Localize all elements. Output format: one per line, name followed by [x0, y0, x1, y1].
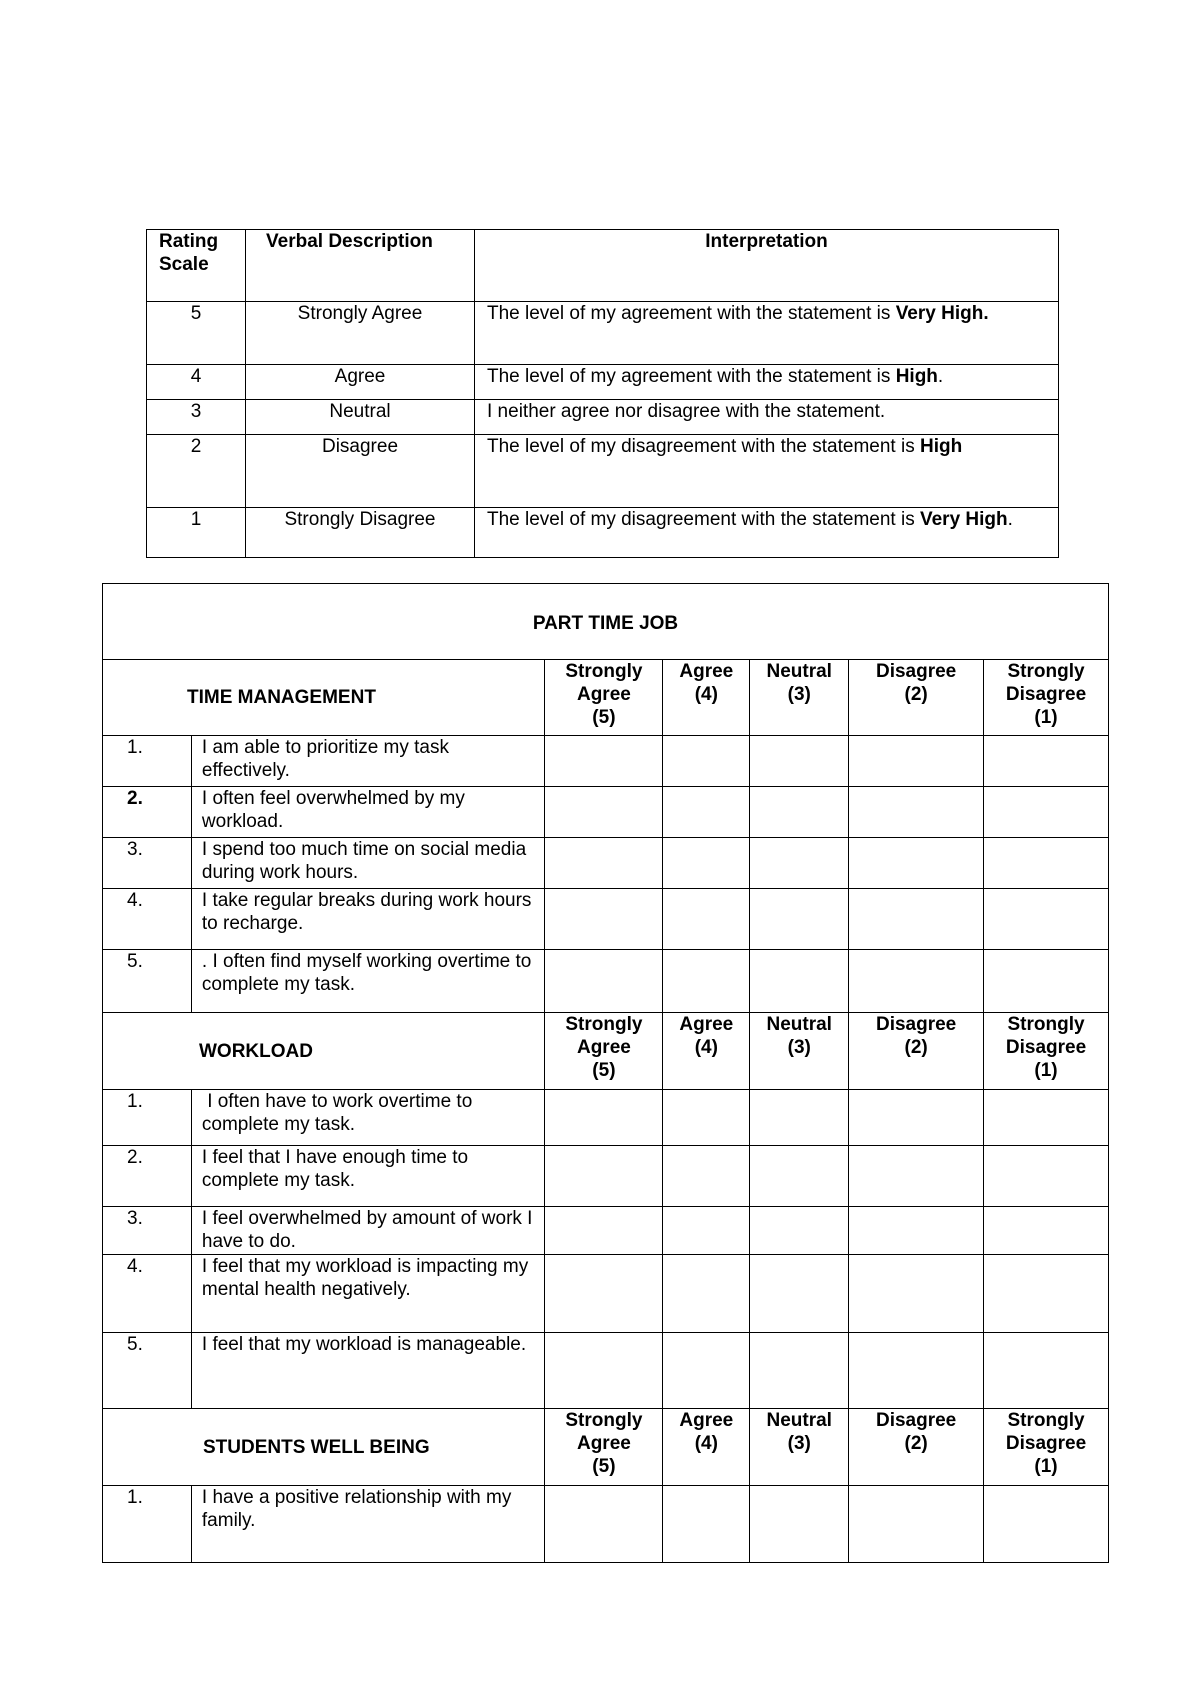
survey-item-row [103, 787, 1109, 838]
response-cell[interactable] [984, 889, 1109, 950]
section-header-row [103, 660, 1109, 736]
response-cell[interactable] [750, 889, 849, 950]
response-cell[interactable] [750, 787, 849, 838]
rating-description: Strongly Disagree [246, 508, 475, 558]
item-statement: I am able to prioritize my task effectively. [191, 736, 545, 787]
survey-item-row [103, 1146, 1109, 1207]
rating-row [147, 435, 1059, 508]
item-statement: I spend too much time on social media during work hours. [191, 838, 545, 889]
survey-item-row [103, 1333, 1109, 1409]
response-cell[interactable] [984, 787, 1109, 838]
response-cell[interactable] [750, 1207, 849, 1255]
response-cell[interactable] [545, 1486, 663, 1563]
response-cell[interactable] [750, 736, 849, 787]
rating-description: Disagree [246, 435, 475, 508]
scale-agree-header: Agree (4) [663, 1013, 750, 1090]
item-number: 2. [103, 1146, 192, 1207]
rating-interpretation: The level of my disagreement with the statement is Very High. [475, 508, 1059, 558]
scale-strongly-agree-header: Strongly Agree (5) [545, 1013, 663, 1090]
response-cell[interactable] [663, 787, 750, 838]
rating-description: Agree [246, 365, 475, 400]
response-cell[interactable] [750, 1146, 849, 1207]
item-statement: . I often find myself working overtime to complete my task. [191, 950, 545, 1013]
section-header-row [103, 1013, 1109, 1090]
rating-table-header-row [147, 230, 1059, 302]
survey-item-row [103, 1090, 1109, 1146]
rating-value: 3 [147, 400, 246, 435]
scale-neutral-header: Neutral (3) [750, 1409, 849, 1486]
scale-agree-header: Agree (4) [663, 660, 750, 736]
section-title-time-management: TIME MANAGEMENT [103, 660, 545, 736]
rating-row [147, 302, 1059, 365]
interpretation-header: Interpretation [475, 230, 1059, 302]
section-title-students-well-being: STUDENTS WELL BEING [103, 1409, 545, 1486]
item-number: 5. [103, 950, 192, 1013]
rating-row [147, 365, 1059, 400]
item-number: 4. [103, 889, 192, 950]
response-cell[interactable] [545, 838, 663, 889]
response-cell[interactable] [849, 1207, 984, 1255]
item-statement: I feel that my workload is impacting my mental health negatively. [191, 1255, 545, 1333]
rating-row [147, 400, 1059, 435]
response-cell[interactable] [849, 736, 984, 787]
rating-value: 2 [147, 435, 246, 508]
response-cell[interactable] [663, 1207, 750, 1255]
response-cell[interactable] [750, 1333, 849, 1409]
section-title-workload: WORKLOAD [103, 1013, 545, 1090]
rating-header-line1: Rating [159, 231, 219, 252]
item-statement: I often feel overwhelmed by my workload. [191, 787, 545, 838]
rating-description: Strongly Agree [246, 302, 475, 365]
survey-item-row [103, 736, 1109, 787]
scale-strongly-disagree-header: Strongly Disagree (1) [984, 1409, 1109, 1486]
response-cell[interactable] [545, 1255, 663, 1333]
item-number: 3. [103, 1207, 192, 1255]
response-cell[interactable] [663, 838, 750, 889]
response-cell[interactable] [545, 787, 663, 838]
item-statement: I have a positive relationship with my family. [191, 1486, 545, 1563]
response-cell[interactable] [545, 1207, 663, 1255]
survey-title-row [103, 584, 1109, 660]
scale-neutral-header: Neutral (3) [750, 1013, 849, 1090]
scale-strongly-agree-header: Strongly Agree (5) [545, 1409, 663, 1486]
response-cell[interactable] [545, 1146, 663, 1207]
response-cell[interactable] [663, 889, 750, 950]
scale-strongly-agree-header: Strongly Agree (5) [545, 660, 663, 736]
survey-item-row [103, 1486, 1109, 1563]
response-cell[interactable] [545, 889, 663, 950]
item-number: 3. [103, 838, 192, 889]
rating-interpretation: The level of my disagreement with the statement is High [475, 435, 1059, 508]
item-number: 4. [103, 1255, 192, 1333]
response-cell[interactable] [984, 1090, 1109, 1146]
rating-interpretation: I neither agree nor disagree with the statement. [475, 400, 1059, 435]
response-cell[interactable] [849, 1090, 984, 1146]
response-cell[interactable] [750, 1486, 849, 1563]
response-cell[interactable] [663, 1146, 750, 1207]
rating-value: 1 [147, 508, 246, 558]
response-cell[interactable] [545, 1090, 663, 1146]
verbal-description-header: Verbal Description [246, 230, 475, 302]
item-number: 1. [103, 1486, 192, 1563]
response-cell[interactable] [984, 736, 1109, 787]
item-statement: I feel that I have enough time to complete my task. [191, 1146, 545, 1207]
response-cell[interactable] [750, 1255, 849, 1333]
scale-neutral-header: Neutral (3) [750, 660, 849, 736]
response-cell[interactable] [750, 838, 849, 889]
response-cell[interactable] [663, 1255, 750, 1333]
response-cell[interactable] [663, 1486, 750, 1563]
response-cell[interactable] [984, 1255, 1109, 1333]
section-header-row [103, 1409, 1109, 1486]
response-cell[interactable] [849, 1255, 984, 1333]
item-statement: I often have to work overtime to complete my task. [191, 1090, 545, 1146]
item-number: 1. [103, 1090, 192, 1146]
item-number: 2. [103, 787, 192, 838]
rating-interpretation: The level of my agreement with the statement is High. [475, 365, 1059, 400]
response-cell[interactable] [545, 950, 663, 1013]
scale-disagree-header: Disagree (2) [849, 1409, 984, 1486]
item-statement: I feel overwhelmed by amount of work I have to do. [191, 1207, 545, 1255]
response-cell[interactable] [750, 950, 849, 1013]
response-cell[interactable] [849, 1333, 984, 1409]
response-cell[interactable] [663, 950, 750, 1013]
rating-scale-table [146, 229, 1059, 558]
rating-value: 5 [147, 302, 246, 365]
survey-item-row [103, 889, 1109, 950]
response-cell[interactable] [849, 787, 984, 838]
response-cell[interactable] [663, 736, 750, 787]
scale-agree-header: Agree (4) [663, 1409, 750, 1486]
response-cell[interactable] [849, 838, 984, 889]
response-cell[interactable] [984, 1486, 1109, 1563]
survey-title: PART TIME JOB [103, 584, 1109, 660]
item-statement: I take regular breaks during work hours to recharge. [191, 889, 545, 950]
response-cell[interactable] [849, 950, 984, 1013]
survey-table [102, 583, 1109, 1563]
response-cell[interactable] [984, 1207, 1109, 1255]
response-cell[interactable] [545, 1333, 663, 1409]
survey-item-row [103, 950, 1109, 1013]
rating-row [147, 508, 1059, 558]
response-cell[interactable] [849, 889, 984, 950]
rating-interpretation: The level of my agreement with the statement is Very High. [475, 302, 1059, 365]
response-cell[interactable] [849, 1146, 984, 1207]
rating-description: Neutral [246, 400, 475, 435]
response-cell[interactable] [663, 1333, 750, 1409]
response-cell[interactable] [984, 1146, 1109, 1207]
response-cell[interactable] [984, 950, 1109, 1013]
response-cell[interactable] [849, 1486, 984, 1563]
scale-strongly-disagree-header: Strongly Disagree (1) [984, 1013, 1109, 1090]
rating-scale-header [147, 230, 246, 302]
rating-header-line2: Scale [159, 254, 209, 275]
rating-value: 4 [147, 365, 246, 400]
survey-item-row [103, 1207, 1109, 1255]
scale-strongly-disagree-header: Strongly Disagree (1) [984, 660, 1109, 736]
scale-disagree-header: Disagree (2) [849, 1013, 984, 1090]
response-cell[interactable] [750, 1090, 849, 1146]
item-number: 1. [103, 736, 192, 787]
response-cell[interactable] [663, 1090, 750, 1146]
response-cell[interactable] [545, 736, 663, 787]
item-statement: I feel that my workload is manageable. [191, 1333, 545, 1409]
item-number: 5. [103, 1333, 192, 1409]
survey-item-row [103, 838, 1109, 889]
response-cell[interactable] [984, 1333, 1109, 1409]
scale-disagree-header: Disagree (2) [849, 660, 984, 736]
response-cell[interactable] [984, 838, 1109, 889]
survey-item-row [103, 1255, 1109, 1333]
